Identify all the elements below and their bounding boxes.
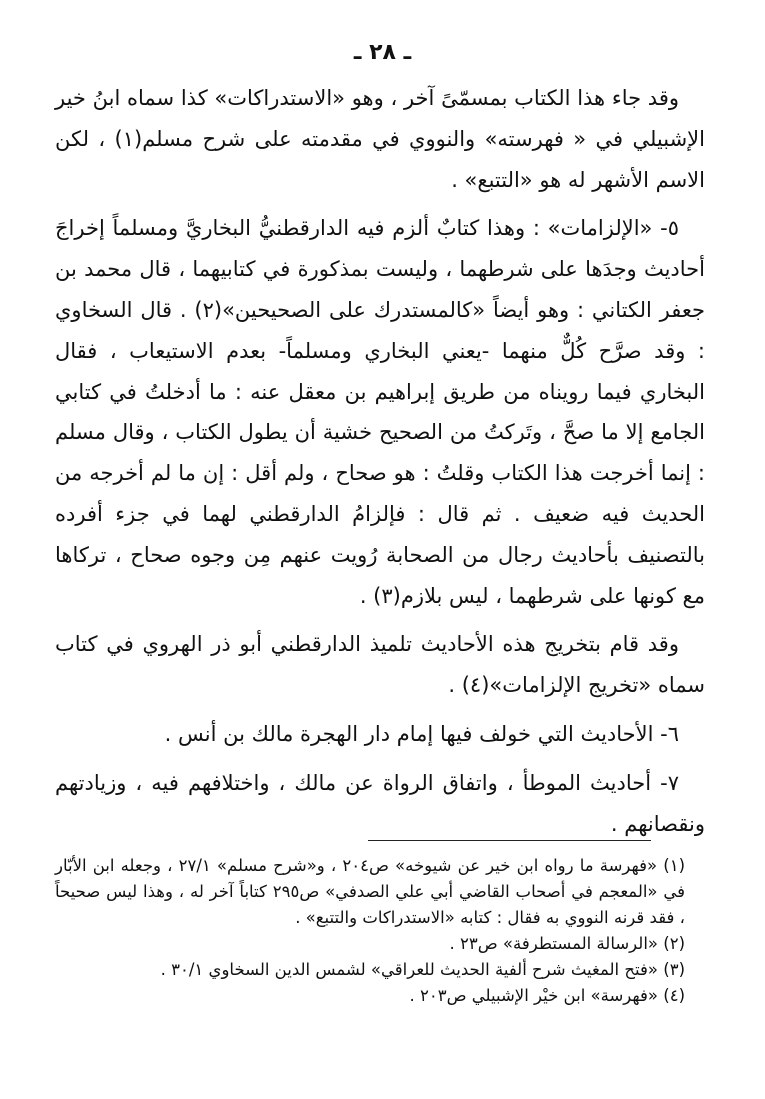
paragraph-5: ٧- أحاديث الموطأ ، واتفاق الرواة عن مالك ، واختلافهم فيه ، وزيادتهم ونقصانهم . <box>55 770 705 836</box>
paragraph-4: ٦- الأحاديث التي خولف فيها إمام دار الهجرة مالك بن أنس . <box>164 721 679 746</box>
footnote-4: (٤) «فهرسة» ابن خيْر الإشبيلي ص٢٠٣ . <box>409 986 685 1005</box>
footnote-divider <box>368 840 651 841</box>
page-number: ـ ٢٨ ـ <box>353 40 412 65</box>
paragraph-3: وقد قام بتخريج هذه الأحاديث تلميذ الدارقطني أبو ذر الهروي في كتاب سماه «تخريج الإلزامات»(٤) . <box>55 632 705 698</box>
paragraph-2: ٥- «الإلزامات» : وهذا كتابٌ ألزم فيه الدارقطنيُّ البخاريَّ ومسلماً إخراجَ أحاديث وجدَها على شرطهما ، وليست بمذكورة في كتابيهما ، قال محمد بن جعفر الكتاني : وهو أيضاً «كالمستدرك على الصحيحين»(٢) . قال السخاوي : وقد صرَّح كُلٌّ منهما -يعني البخاري ومسلماً- بعدم الاستيعاب ، فقال البخاري فيما رويناه من طريق إبراهيم بن معقل عنه : ما أدخلتُ في كتابي الجامع إلا ما صحَّ ، وتَركتُ من الصحيح خشية أن يطول الكتاب ، وقال مسلم : إنما أخرجت هذا الكتاب وقلتُ : هو صحاح ، ولم أقل : إن ما لم أخرجه من الحديث فيه ضعيف . ثم قال : فإلزامُ الدارقطني لهما في جزء أفرده بالتصنيف بأحاديث رجال من الصحابة رُويت عنهم مِن وجوه صحاح ، تركاها مع كونها على شرطهما ، ليس بلازم(٣) . <box>55 216 705 608</box>
footnote-2: (٢) «الرسالة المستطرفة» ص٢٣ . <box>449 934 685 953</box>
footnotes <box>55 853 705 1009</box>
footnote-3: (٣) «فتح المغيث شرح ألفية الحديث للعراقي» لشمس الدين السخاوي ٣٠/١ . <box>160 960 685 979</box>
paragraph-1: وقد جاء هذا الكتاب بمسمّىً آخر ، وهو «الاستدراكات» كذا سماه ابنُ خير الإشبيلي في « فهرسته» والنووي في مقدمته على شرح مسلم(١) ، لكن الاسم الأشهر له هو «التتبع» . <box>55 86 705 192</box>
footnote-1: (١) «فهرسة ما رواه ابن خير عن شيوخه» ص٢٠٤ ، و«شرح مسلم» ٢٧/١ ، وجعله ابن الأبّار في «المعجم في أصحاب القاضي أبي علي الصدفي» ص٢٩٥ كتاباً آخر له ، وهذا ليس صحيحاً ، فقد قرنه النووي به فقال : كتابه «الاستدراكات والتتبع» . <box>55 856 686 927</box>
main-text <box>55 78 705 852</box>
